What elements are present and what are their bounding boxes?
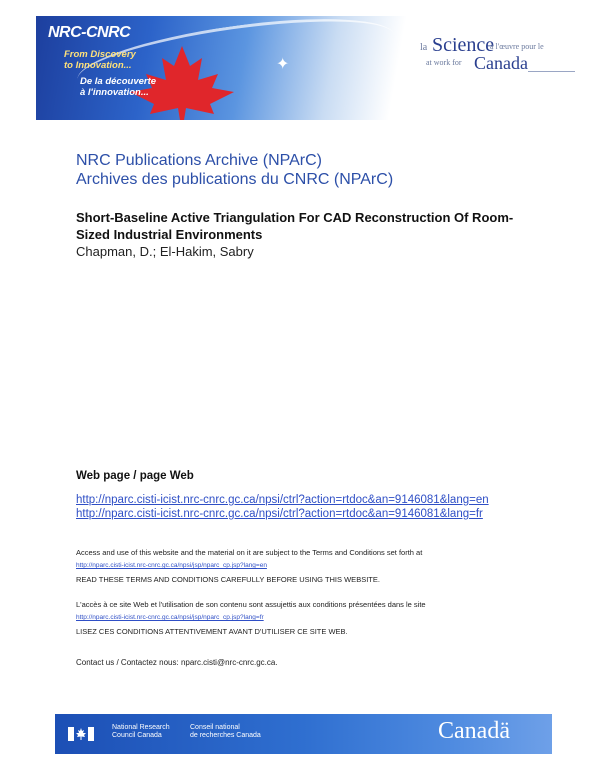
footer-fr-line1: Conseil national: [190, 724, 240, 731]
sparkle-icon: ✦: [276, 56, 290, 73]
publication-title: Short-Baseline Active Triangulation For CAD Reconstruction Of Room-Sized Industrial Environments: [76, 210, 514, 242]
web-page-heading: Web page / page Web: [76, 470, 194, 482]
archive-title-fr: Archives des publications du CNRC (NPArC): [76, 171, 394, 188]
nrc-banner: [36, 16, 408, 120]
flag-leaf-icon: [76, 728, 86, 740]
tagline-fr: De la découverte à l'innovation...: [80, 76, 157, 98]
terms-text-en: Access and use of this website and the material on it are subject to the Terms and Conditions set forth at: [76, 548, 423, 557]
tagline-en: From Discovery to Innovation...: [64, 49, 136, 71]
footer-en-line2: Council Canada: [112, 732, 162, 739]
nrc-brand-logo: NRC-CNRC: [48, 24, 131, 41]
web-link-fr[interactable]: http://nparc.cisti-icist.nrc-cnrc.gc.ca/npsi/ctrl?action=rtdoc&an=9146081&lang=fr: [76, 508, 483, 520]
government-footer: [55, 714, 552, 754]
canada-wordmark: Canadä: [438, 718, 510, 744]
footer-en-line1: National Research: [112, 724, 170, 731]
terms-notice-fr: LISEZ CES CONDITIONS ATTENTIVEMENT AVANT D'UTILISER CE SITE WEB.: [76, 627, 348, 636]
contact-line: Contact us / Contactez nous: nparc.cisti@nrc-cnrc.gc.ca.: [76, 658, 278, 667]
terms-link-en[interactable]: http://nparc.cisti-icist.nrc-cnrc.gc.ca/npsi/jsp/nparc_cp.jsp?lang=en: [76, 562, 267, 569]
footer-fr-line2: de recherches Canada: [190, 732, 261, 739]
publication-authors: Chapman, D.; El-Hakim, Sabry: [76, 244, 254, 259]
archive-title-en: NRC Publications Archive (NPArC): [76, 152, 322, 169]
terms-notice-en: READ THESE TERMS AND CONDITIONS CAREFULLY BEFORE USING THIS WEBSITE.: [76, 575, 380, 584]
canada-flag-icon: [68, 727, 94, 741]
science-at-work-logo: la Science à l'œuvre pour le at work for Canada: [420, 38, 575, 78]
terms-text-fr: L'accès à ce site Web et l'utilisation de son contenu sont assujettis aux conditions présentées dans le site: [76, 600, 426, 609]
terms-link-fr[interactable]: http://nparc.cisti-icist.nrc-cnrc.gc.ca/npsi/jsp/nparc_cp.jsp?lang=fr: [76, 614, 264, 621]
web-link-en[interactable]: http://nparc.cisti-icist.nrc-cnrc.gc.ca/npsi/ctrl?action=rtdoc&an=9146081&lang=en: [76, 494, 489, 506]
